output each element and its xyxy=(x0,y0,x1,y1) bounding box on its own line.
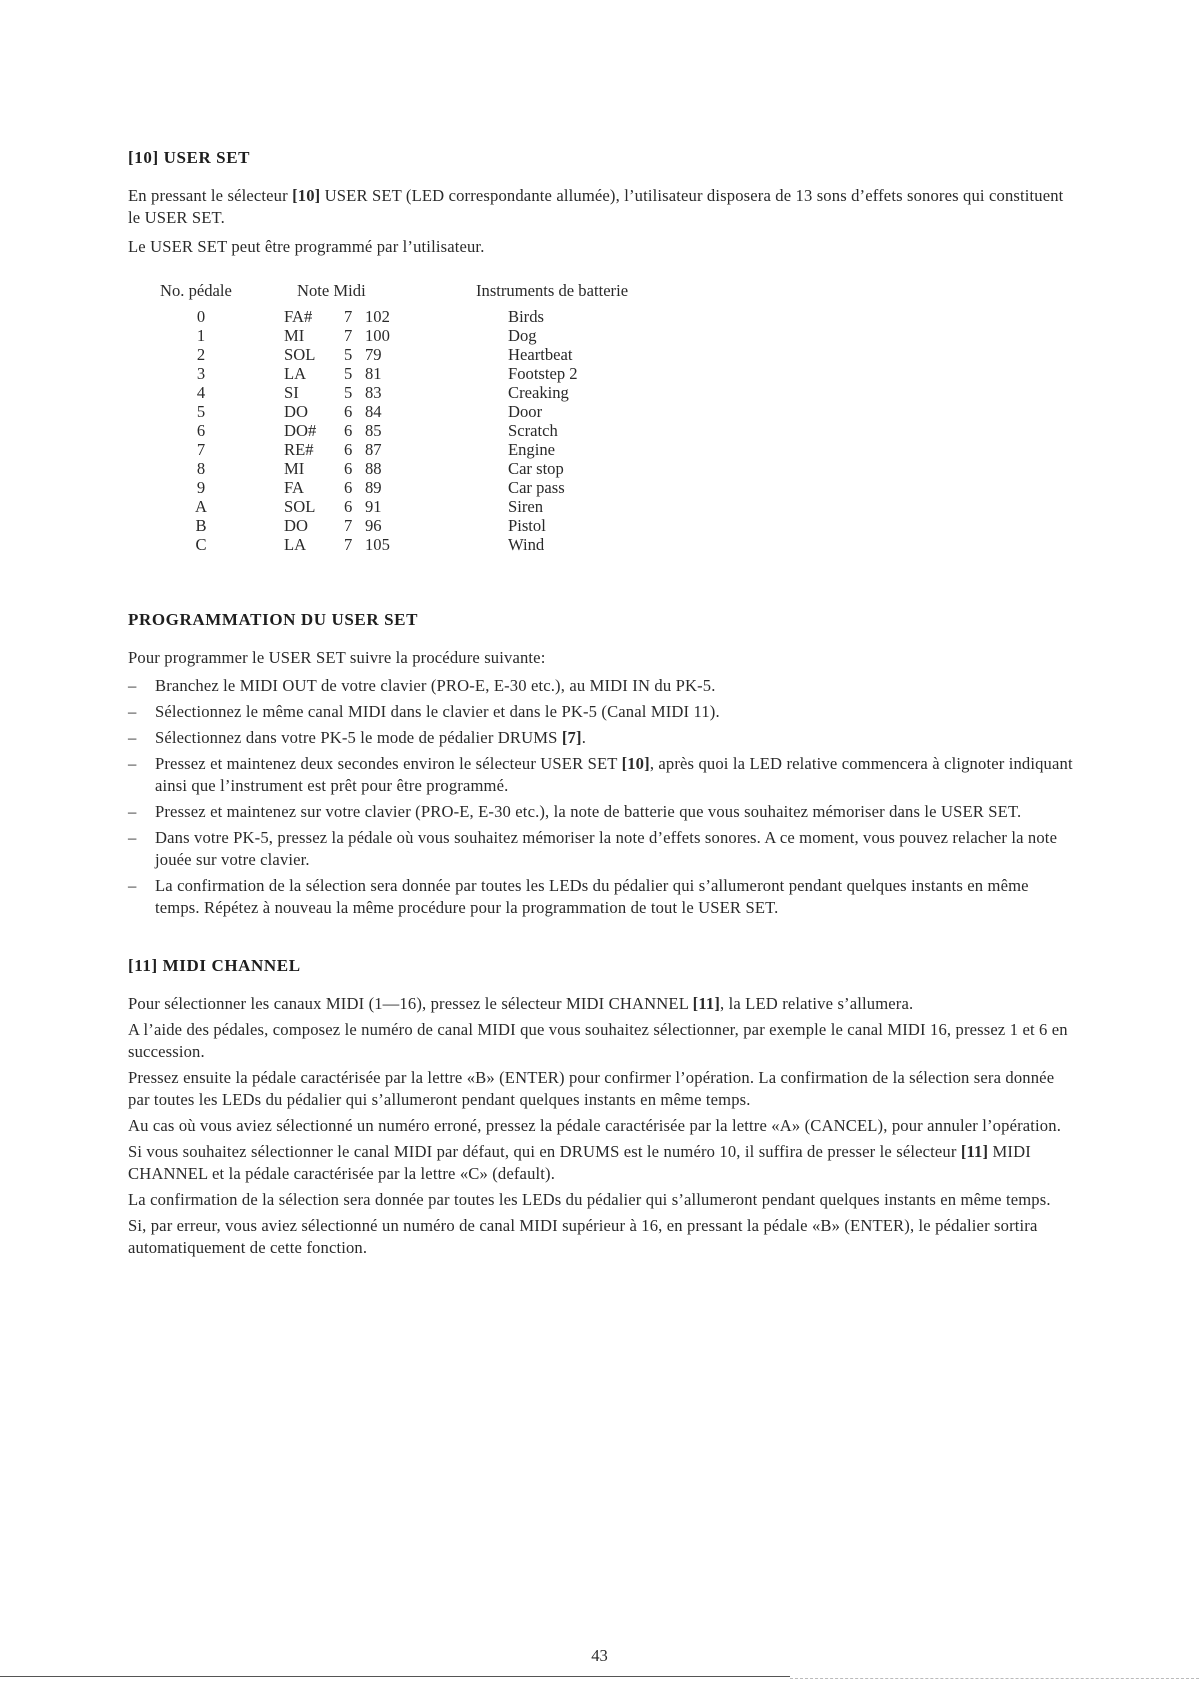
midi-paragraph: Pressez ensuite la pédale caractérisée par la lettre «B» (ENTER) pour confirmer l’opération. La confirmation de la sélection sera donnée par toutes les LEDs du pédalier qui s’allumeront pendant quelques instants en même temps. xyxy=(128,1068,1055,1109)
midi-paragraph: Au cas où vous aviez sélectionné un numéro erroné, pressez la pédale caractérisée par la lettre «A» (CANCEL), pour annuler l’opération. xyxy=(128,1116,1061,1135)
midi-paragraph: A l’aide des pédales, composez le numéro de canal MIDI que vous souhaitez sélectionner, par exemple le canal MIDI 16, pressez 1 et 6 en succession. xyxy=(128,1020,1068,1061)
user-set-paragraph xyxy=(128,185,1076,229)
list-item xyxy=(128,727,1076,749)
pedal-cell: C xyxy=(195,535,207,554)
note-cell: MI xyxy=(284,459,305,478)
header-instrument: Instruments de batterie xyxy=(476,281,629,300)
section-heading: PROGRAMMATION DU USER SET xyxy=(128,610,419,629)
header-pedal: No. pédale xyxy=(160,281,232,300)
list-item-text: Sélectionnez le même canal MIDI dans le clavier et dans le PK-5 (Canal MIDI 11). xyxy=(155,702,720,721)
dash-bullet: – xyxy=(128,828,137,847)
note-cell: FA# xyxy=(284,307,313,326)
note-cell: LA xyxy=(284,364,307,383)
midi-number-cell: 85 xyxy=(365,421,382,440)
bottom-rule-faint xyxy=(790,1678,1199,1679)
pedal-cell: 4 xyxy=(196,383,206,402)
instrument-cell: Scratch xyxy=(508,421,558,440)
list-item-text: Pressez et maintenez deux secondes environ le sélecteur USER SET xyxy=(155,754,622,773)
section-user-set xyxy=(128,148,1076,258)
section-programmation xyxy=(128,610,1076,923)
instrument-cell: Car stop xyxy=(508,459,564,478)
reference-bold: [10] xyxy=(292,186,321,205)
midi-paragraph xyxy=(128,1141,1076,1185)
note-cell: RE# xyxy=(284,440,314,459)
note-cell: DO xyxy=(284,402,308,421)
instrument-cell: Pistol xyxy=(508,516,546,535)
dash-bullet: – xyxy=(128,676,137,695)
list-item-text: Sélectionnez dans votre PK-5 le mode de pédalier DRUMS xyxy=(155,728,562,747)
octave-cell: 7 xyxy=(344,535,353,554)
octave-cell: 7 xyxy=(344,516,353,535)
instrument-cell: Heartbeat xyxy=(508,345,573,364)
octave-cell: 6 xyxy=(344,440,353,459)
midi-number-cell: 83 xyxy=(365,383,382,402)
midi-number-cell: 84 xyxy=(365,402,382,421)
text-span: Si vous souhaitez sélectionner le canal MIDI par défaut, qui en DRUMS est le numéro 10, il suffira de presser le sélecteur xyxy=(128,1142,961,1161)
pedal-cell: 8 xyxy=(196,459,206,478)
note-cell: SOL xyxy=(284,345,316,364)
page-number: 43 xyxy=(591,1646,608,1665)
list-item xyxy=(128,675,1076,697)
octave-cell: 5 xyxy=(344,383,353,402)
pedal-cell: 0 xyxy=(196,307,206,326)
midi-number-cell: 105 xyxy=(365,535,390,554)
pedal-cell: B xyxy=(195,516,207,535)
note-cell: MI xyxy=(284,326,305,345)
midi-paragraph: Si, par erreur, vous aviez sélectionné un numéro de canal MIDI supérieur à 16, en pressant la pédale «B» (ENTER), le pédalier sortira automatiquement de cette fonction. xyxy=(128,1216,1038,1257)
pedal-cell: 3 xyxy=(196,364,206,383)
midi-number-cell: 96 xyxy=(365,516,382,535)
list-item xyxy=(128,801,1076,823)
note-cell: SI xyxy=(284,383,299,402)
pedal-cell: 7 xyxy=(196,440,206,459)
pedal-cell: 5 xyxy=(196,402,206,421)
octave-cell: 6 xyxy=(344,478,353,497)
octave-cell: 5 xyxy=(344,364,353,383)
midi-number-cell: 89 xyxy=(365,478,382,497)
pedal-cell: 2 xyxy=(196,345,206,364)
midi-paragraph: La confirmation de la sélection sera donnée par toutes les LEDs du pédalier qui s’allumeront pendant quelques instants en même temps. xyxy=(128,1190,1051,1209)
user-set-paragraph: Le USER SET peut être programmé par l’utilisateur. xyxy=(128,237,485,256)
dash-bullet: – xyxy=(128,754,137,773)
pedal-cell: 9 xyxy=(196,478,206,497)
reference-bold: [11] xyxy=(692,994,721,1013)
header-note: Note Midi xyxy=(297,281,366,300)
midi-number-cell: 100 xyxy=(365,326,390,345)
procedure-list xyxy=(128,675,1076,919)
dash-bullet: – xyxy=(128,876,137,895)
note-cell: LA xyxy=(284,535,307,554)
bottom-rule xyxy=(0,1676,790,1677)
instrument-cell: Creaking xyxy=(508,383,569,402)
octave-cell: 6 xyxy=(344,497,353,516)
reference-bold: [10] xyxy=(621,754,650,773)
text-span: MIDI CHANNEL et la pédale caractérisée par la lettre «C» (default). xyxy=(128,1142,1031,1183)
octave-cell: 5 xyxy=(344,345,353,364)
list-item xyxy=(128,753,1076,797)
instrument-cell: Birds xyxy=(508,307,544,326)
instrument-cell: Footstep 2 xyxy=(508,364,578,383)
section-midi-channel xyxy=(128,956,1076,1259)
instrument-cell: Engine xyxy=(508,440,556,459)
list-item-text: Branchez le MIDI OUT de votre clavier (PRO-E, E-30 etc.), au MIDI IN du PK-5. xyxy=(155,676,716,695)
text-span: En pressant le sélecteur xyxy=(128,186,293,205)
dash-bullet: – xyxy=(128,702,137,721)
text-span: USER SET (LED correspondante allumée), l’utilisateur disposera de 13 sons d’effets sonores qui constituent le USER SET. xyxy=(128,186,1064,227)
pedal-cell: 6 xyxy=(196,421,206,440)
list-item xyxy=(128,827,1076,871)
pedal-cell: A xyxy=(195,497,207,516)
list-item xyxy=(128,701,1076,723)
list-item-text: La confirmation de la sélection sera donnée par toutes les LEDs du pédalier qui s’allumeront pendant quelques instants en même temps. Répétez à nouveau la même procédure pour la programmation de tout le USER SET. xyxy=(155,876,1029,917)
programmation-intro: Pour programmer le USER SET suivre la procédure suivante: xyxy=(128,648,546,667)
midi-paragraph xyxy=(128,993,1076,1015)
instrument-cell: Wind xyxy=(508,535,545,554)
instrument-cell: Siren xyxy=(508,497,544,516)
text-span: , la LED relative s’allumera. xyxy=(720,994,914,1013)
octave-cell: 6 xyxy=(344,421,353,440)
list-item xyxy=(128,875,1076,919)
note-cell: DO xyxy=(284,516,308,535)
midi-number-cell: 79 xyxy=(365,345,382,364)
midi-number-cell: 102 xyxy=(365,307,390,326)
section-heading: [10] USER SET xyxy=(128,148,251,167)
list-item-text: Dans votre PK-5, pressez la pédale où vous souhaitez mémoriser la note d’effets sonores. A ce moment, vous pouvez relacher la note jouée sur votre clavier. xyxy=(155,828,1058,869)
list-item-text: . xyxy=(581,728,586,747)
text-span: Pour sélectionner les canaux MIDI (1—16), pressez le sélecteur MIDI CHANNEL xyxy=(128,994,693,1013)
dash-bullet: – xyxy=(128,728,137,747)
dash-bullet: – xyxy=(128,802,137,821)
list-item-text: , après quoi la LED relative commencera à clignoter indiquant ainsi que l’instrument est prêt pour être programmé. xyxy=(155,754,1073,795)
instrument-cell: Dog xyxy=(508,326,537,345)
midi-number-cell: 81 xyxy=(365,364,382,383)
instrument-cell: Car pass xyxy=(508,478,565,497)
section-heading: [11] MIDI CHANNEL xyxy=(128,956,301,975)
midi-number-cell: 91 xyxy=(365,497,382,516)
instrument-cell: Door xyxy=(508,402,543,421)
reference-bold: [7] xyxy=(561,728,582,747)
octave-cell: 7 xyxy=(344,326,353,345)
midi-number-cell: 88 xyxy=(365,459,382,478)
note-cell: DO# xyxy=(284,421,317,440)
note-cell: SOL xyxy=(284,497,316,516)
midi-number-cell: 87 xyxy=(365,440,382,459)
note-cell: FA xyxy=(284,478,304,497)
reference-bold: [11] xyxy=(960,1142,989,1161)
drum-table xyxy=(0,281,1199,581)
list-item-text: Pressez et maintenez sur votre clavier (PRO-E, E-30 etc.), la note de batterie que vous souhaitez mémoriser dans le USER SET. xyxy=(155,802,1022,821)
octave-cell: 6 xyxy=(344,459,353,478)
octave-cell: 7 xyxy=(344,307,353,326)
pedal-cell: 1 xyxy=(196,326,206,345)
octave-cell: 6 xyxy=(344,402,353,421)
